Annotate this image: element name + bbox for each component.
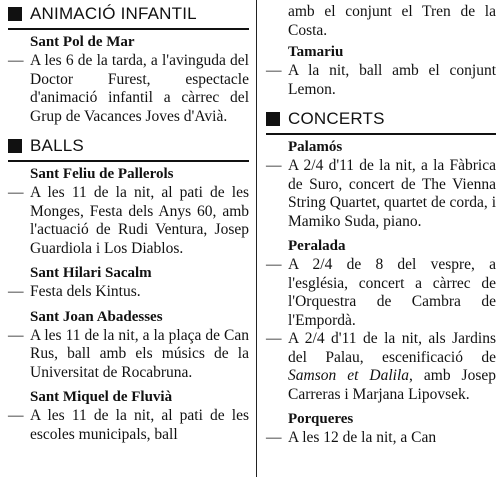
town-name: Peralada	[288, 238, 346, 254]
section-heading: ANIMACIÓ INFANTIL	[30, 4, 197, 23]
square-bullet-icon	[8, 139, 22, 153]
section-balls	[8, 132, 249, 162]
left-column	[8, 0, 249, 444]
town-name: Sant Miquel de Fluvià	[30, 389, 173, 405]
column-divider	[256, 0, 257, 477]
section-heading: BALLS	[30, 136, 84, 155]
event-entry: — A les 11 de la nit, al pati de les Monges, Festa dels Anys 60, amb l'actuació de Rudi Ventura, Josep Guardiola i Los Diablos.	[8, 184, 249, 257]
town-name: Tamariu	[288, 44, 344, 60]
event-entry: — A la nit, ball amb el conjunt Lemon.	[266, 62, 496, 98]
section-concerts	[266, 105, 496, 135]
town-name: Sant Hilari Sacalm	[30, 265, 152, 281]
event-entry: — A les 12 de la nit, a Can	[266, 429, 437, 446]
square-bullet-icon	[8, 7, 22, 21]
town-name: Sant Joan Abadesses	[30, 308, 163, 325]
event-entry: — A les 11 de la nit, a la plaça de Can Rus, ball amb els músics de la Universitat de Rocabruna.	[8, 326, 249, 381]
right-column	[266, 0, 496, 448]
town-name: Sant Feliu de Pallerols	[30, 166, 174, 182]
square-bullet-icon	[266, 112, 280, 126]
town-name: Sant Pol de Mar	[30, 34, 135, 50]
event-entry: — A les 6 de la tarda, a l'avinguda del Doctor Furest, espectacle d'animació infantil a càrrec del Grup de Vacances Joves d'Avià.	[8, 52, 249, 125]
event-entry: — A 2/4 d'11 de la nit, a la Fàbrica de Suro, concert de The Vienna String Quartet, quartet de corda, i Mamiko Suda, piano.	[266, 157, 496, 230]
section-animacio-infantil	[8, 0, 249, 30]
continued-text: amb el conjunt el Tren de la Costa.	[288, 3, 496, 39]
work-title: Samson et Dalila	[288, 367, 410, 384]
event-entry: — A 2/4 d'11 de la nit, als Jardins del Palau, escenificació de Samson et Dalila, amb Josep Carreras i Marjana Lipovsek.	[266, 330, 496, 403]
event-entry: — Festa dels Kintus.	[8, 283, 141, 300]
section-heading: CONCERTS	[288, 109, 385, 128]
town-name: Porqueres	[288, 411, 354, 427]
event-entry: — A 2/4 de 8 del vespre, a l'església, concert a càrrec de l'Orquestra de Cambra de l'Empordà.	[266, 256, 496, 329]
town-name: Palamós	[288, 139, 343, 155]
dash: —	[8, 52, 24, 69]
event-entry: — A les 11 de la nit, al pati de les escoles municipals, ball	[8, 407, 249, 443]
